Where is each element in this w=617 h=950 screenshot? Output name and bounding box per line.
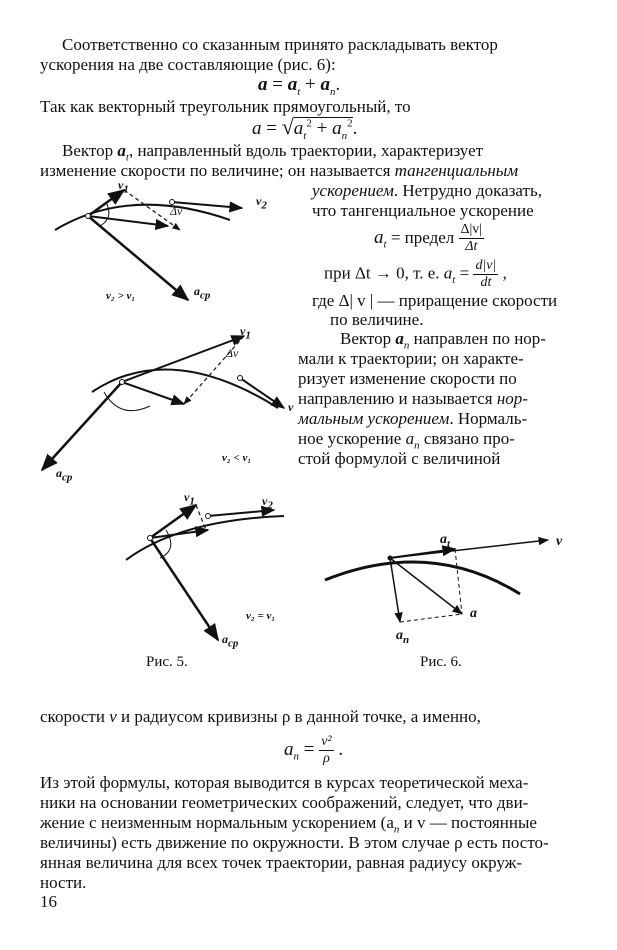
fig5-middle-diagram — [42, 336, 284, 470]
fig5-top-diagram — [55, 190, 242, 300]
point-1 — [120, 380, 125, 385]
final-line-3: жение с неизменным нормальным ускорением ($a_n$ и v — постоянные — [40, 813, 537, 836]
fig5-mid-dv-label: Δv — [226, 346, 239, 360]
v2-vector — [240, 378, 284, 408]
fig6-a-label: a — [470, 606, 477, 621]
trajectory-curve — [92, 369, 278, 408]
fig5-bot-v1-label: $v_1$ — [184, 490, 195, 508]
equation-a-magnitude: $a = √a_t^2 + a_n^2$. — [252, 114, 358, 142]
delta-line-2: по величине. — [330, 310, 424, 329]
acp-vector — [88, 216, 188, 300]
equation-at-limit: $a_t$ = предел $\frac{\Delta|v|}{\Delta t}$ — [374, 222, 483, 254]
tangential-line-3: ускорением. Нетрудно доказать, — [312, 181, 542, 200]
tangential-line-1: Вектор $a_t$, направленный вдоль траектории, характеризует — [62, 141, 484, 164]
trajectory-curve — [325, 562, 520, 594]
normal-line-7: стой формулой с величиной — [298, 449, 501, 468]
triangle-line: Так как векторный треугольник прямоугольный, то — [40, 97, 411, 116]
point — [388, 556, 392, 560]
at-vector — [390, 549, 455, 558]
point-1 — [148, 536, 153, 541]
acp-vector — [42, 382, 122, 470]
final-line-4: величины) есть движение по окружности. В этом случае ρ есть посто- — [40, 833, 549, 852]
normal-line-3: ризует изменение скорости по — [298, 369, 517, 388]
fig5-top-v1-label: $v_1$ — [118, 178, 129, 196]
fig6-diagram — [325, 540, 548, 622]
fig6-at-label: $a_t$ — [440, 532, 451, 550]
fig5-bot-v2-label: $v_2$ — [262, 494, 273, 512]
an-vector — [390, 558, 400, 622]
acp-vector — [150, 538, 218, 640]
tangential-line-2: изменение скорости по величине; он называется тангенциальным — [40, 161, 519, 180]
normal-line-2: мали к траектории; он характе- — [298, 349, 524, 368]
equation-a-sum: $a = a_t + a_n$. — [258, 74, 341, 98]
fig5-mid-condition: v₂ < v₁ — [222, 452, 252, 464]
v2-transfer-vector — [122, 382, 184, 404]
normal-line-1: Вектор $a_n$ направлен по нор- — [340, 329, 546, 352]
trajectory-curve — [55, 205, 230, 230]
fig5-mid-v2-label: v — [288, 400, 294, 414]
fig5-mid-acp-label: $a_{cp}$ — [56, 466, 73, 484]
equation-at-derivative: при Δt → 0, т. е. $a_t$ = $\frac{d|v|}{dt}$ , — [324, 258, 507, 290]
point-1 — [86, 214, 91, 219]
dash-an-to-a — [400, 614, 462, 622]
intro-line-1: Соответственно со сказанным принято раскладывать вектор — [62, 35, 498, 54]
fig5-mid-v1-label: $v_1$ — [240, 324, 251, 342]
fig5-top-v2-label: $v_2$ — [256, 194, 267, 212]
fig6-an-label: $a_n$ — [396, 628, 410, 646]
delta-line-1: где Δ| v | — приращение скорости — [312, 291, 558, 310]
final-line-5: янная величина для всех точек траектории, равная радиусу окруж- — [40, 853, 523, 872]
fig6-v-label: v — [556, 534, 563, 549]
page-number: 16 — [40, 892, 57, 911]
fig5-top-acp-label: $a_{cp}$ — [194, 284, 211, 302]
fig5-top-dv-label: Δv — [170, 204, 183, 218]
dash-at-to-a — [455, 549, 462, 614]
fig5-caption: Рис. 5. — [146, 654, 188, 670]
normal-line-5: мальным ускорением. Нормаль- — [298, 409, 528, 428]
normal-line-4: направлению и называется нор- — [298, 389, 528, 408]
fig5-bot-condition: v₂ = v₁ — [246, 610, 276, 622]
point-2 — [206, 514, 211, 519]
final-line-6: ности. — [40, 873, 87, 892]
fig6-caption: Рис. 6. — [420, 654, 462, 670]
final-line-2: ники на основании геометрических соображений, следует, что дви- — [40, 793, 529, 812]
fig5-bot-acp-label: $a_{cp}$ — [222, 632, 239, 650]
point-2 — [238, 376, 243, 381]
equation-an: $a_n$ = $\frac{\text{v²}}{\rho}$ . — [284, 734, 344, 766]
final-line-1: Из этой формулы, которая выводится в курсах теоретической меха- — [40, 773, 529, 792]
fig5-top-condition: v₂ > v₁ — [106, 290, 136, 302]
intro-line-2: ускорения на две составляющие (рис. 6): — [40, 55, 336, 74]
normal-line-6: ное ускорение $a_n$ связано про- — [298, 429, 515, 452]
after-line-1: скорости v и радиусом кривизны ρ в данной точке, а именно, — [40, 707, 481, 726]
tangential-line-4: что тангенциальное ускорение — [312, 201, 534, 220]
